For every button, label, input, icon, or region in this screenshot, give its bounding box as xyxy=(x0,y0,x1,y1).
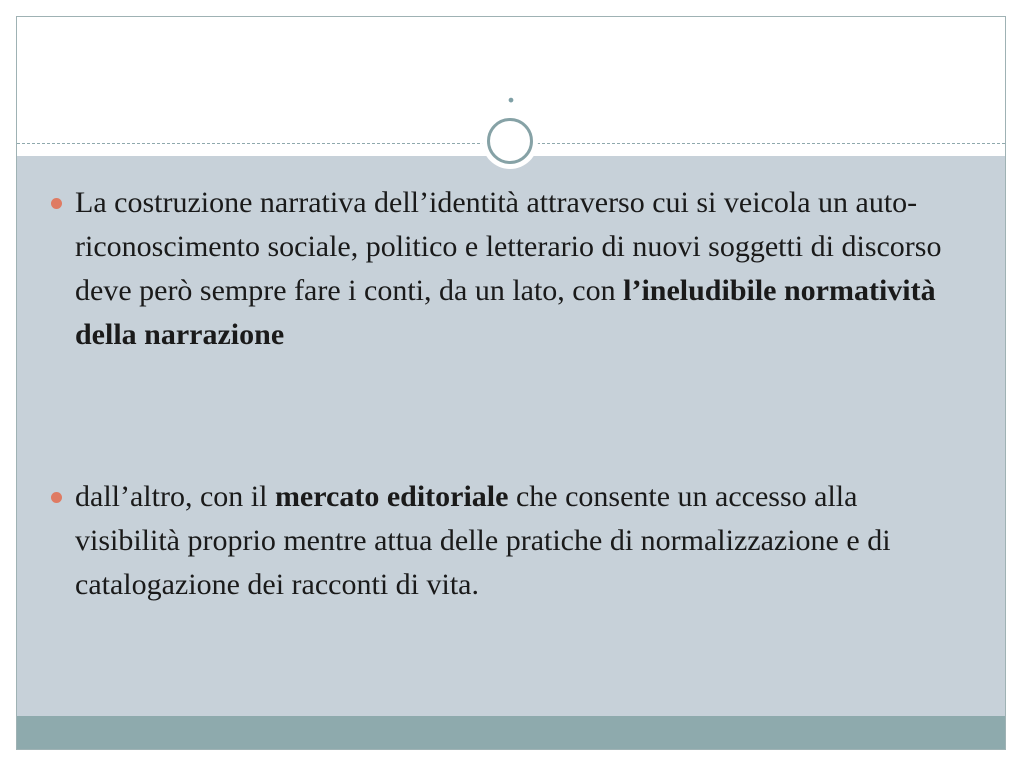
round-bullet-icon xyxy=(51,492,62,503)
bullet-item xyxy=(75,181,955,357)
bullet-text: La costruzione narrativa dell’identità attraverso cui si veicola un auto-riconoscimento sociale, politico e letterario di nuovi soggetti di discorso deve però sempre fare i conti, da un lato, con xyxy=(75,186,942,307)
bullet-list xyxy=(17,17,1005,749)
round-bullet-icon xyxy=(51,198,62,209)
bullet-bold-text: mercato editoriale xyxy=(274,480,509,513)
bullet-bold-text: l’ineludibile normatività della narrazione xyxy=(75,274,936,351)
bullet-text-after: che consente un accesso alla visibilità proprio mentre attua delle pratiche di normalizzazione e di catalogazione dei racconti di vita. xyxy=(75,480,891,601)
bullet-text: dall’altro, con il xyxy=(75,480,275,513)
bullet-item xyxy=(75,475,955,607)
slide-title: . xyxy=(506,66,516,111)
slide xyxy=(16,16,1006,750)
